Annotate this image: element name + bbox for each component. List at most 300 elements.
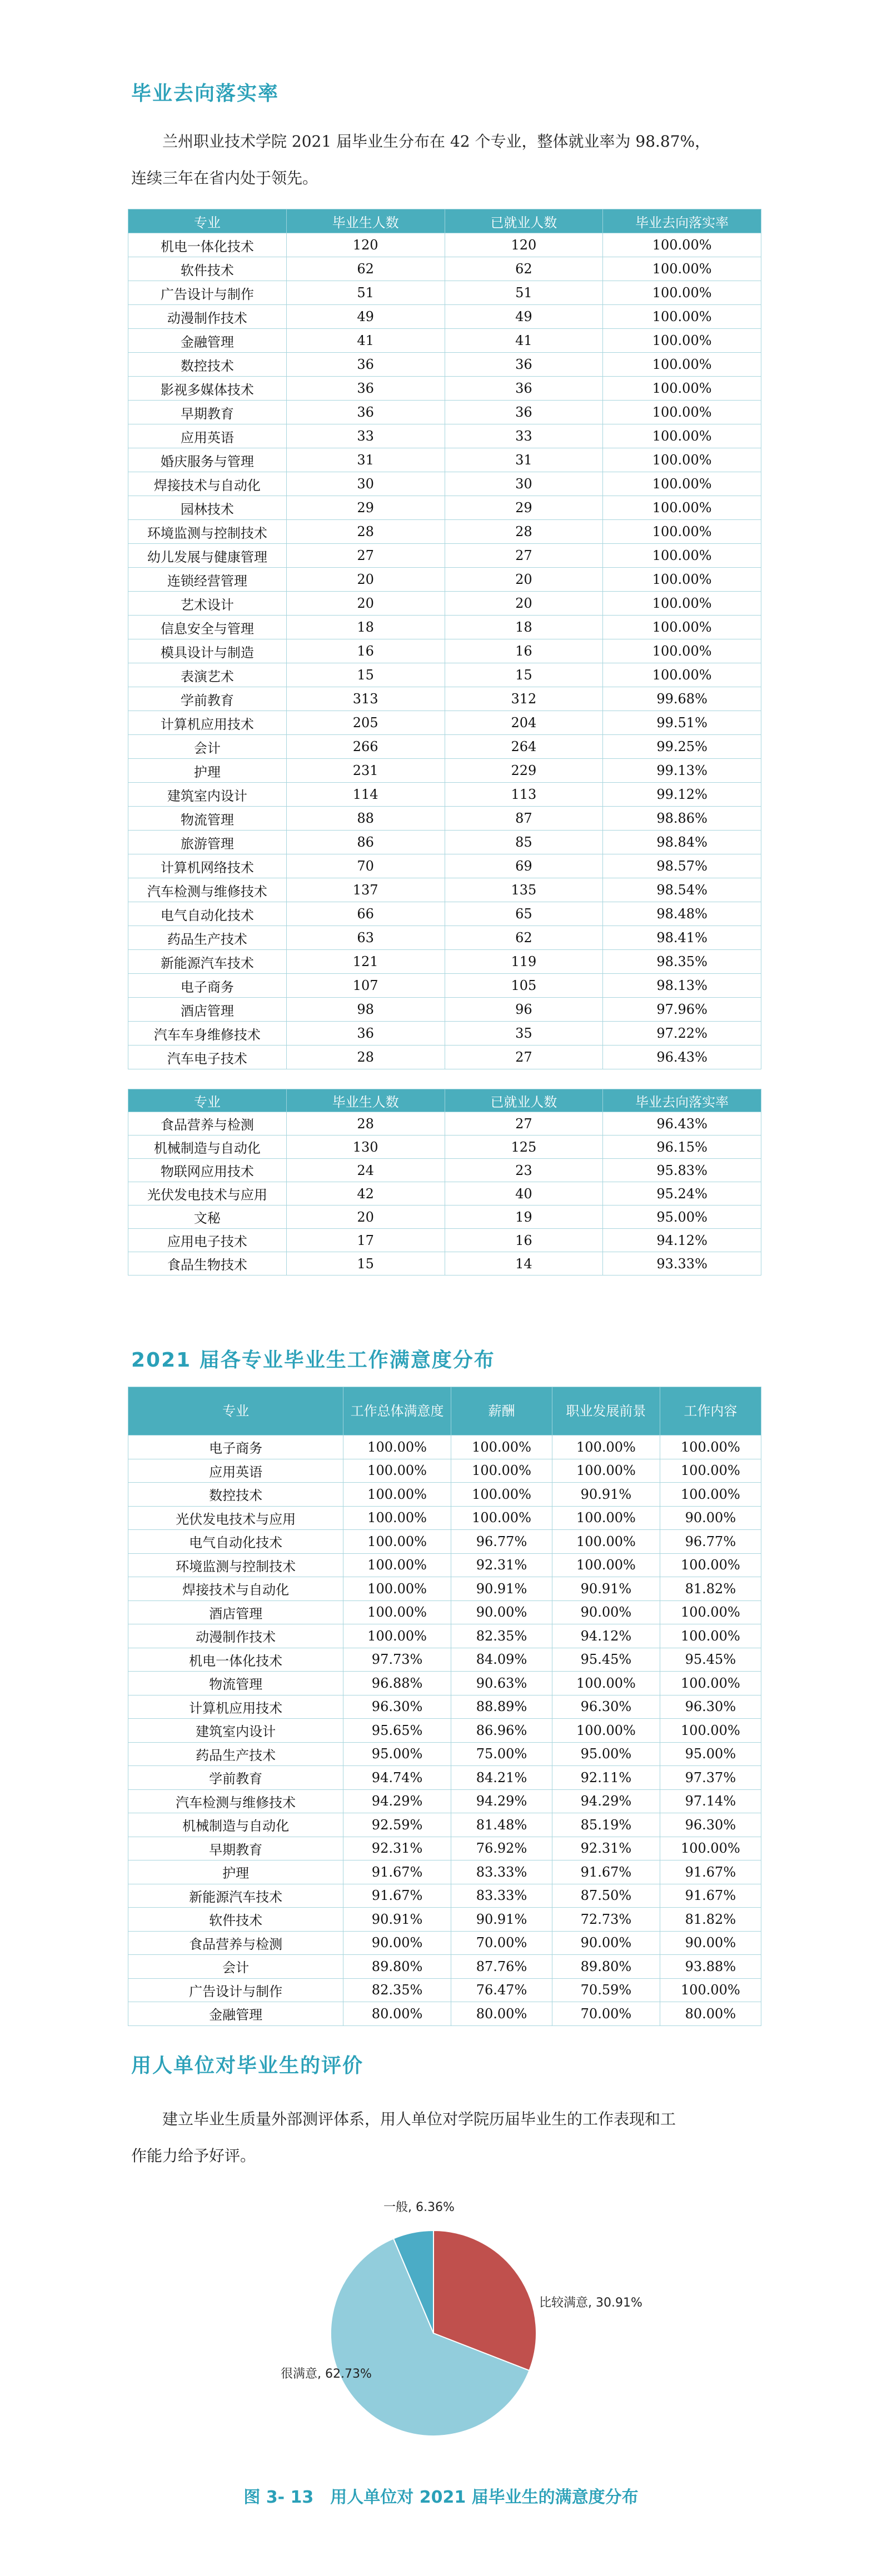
table-row xyxy=(128,1813,761,1837)
value-cell: 100.00% xyxy=(603,377,761,401)
table-row xyxy=(128,1931,761,1955)
value-cell: 121 xyxy=(286,950,445,974)
value-cell: 31 xyxy=(286,448,445,472)
value-cell: 98.86% xyxy=(603,807,761,831)
value-cell: 96 xyxy=(445,998,603,1022)
value-cell: 100.00% xyxy=(603,496,761,520)
major-name-cell: 艺术设计 xyxy=(128,592,287,616)
value-cell: 24 xyxy=(286,1159,445,1182)
value-cell: 20 xyxy=(286,568,445,592)
value-cell: 81.82% xyxy=(660,1908,761,1932)
table-row xyxy=(128,1908,761,1932)
value-cell: 205 xyxy=(286,711,445,735)
value-cell: 89.80% xyxy=(552,1955,660,1979)
value-cell: 107 xyxy=(286,974,445,998)
value-cell: 83.33% xyxy=(451,1860,552,1884)
value-cell: 91.67% xyxy=(343,1884,451,1908)
value-cell: 96.43% xyxy=(603,1046,761,1069)
value-cell: 100.00% xyxy=(603,329,761,353)
value-cell: 100.00% xyxy=(343,1435,451,1459)
value-cell: 90.00% xyxy=(451,1600,552,1624)
major-name-cell: 学前教育 xyxy=(128,687,287,711)
table-header-row xyxy=(128,1089,761,1112)
major-name-cell: 建筑室内设计 xyxy=(128,1719,343,1743)
value-cell: 90.91% xyxy=(451,1577,552,1601)
major-name-cell: 食品生物技术 xyxy=(128,1252,287,1276)
value-cell: 36 xyxy=(286,401,445,424)
value-cell: 100.00% xyxy=(451,1506,552,1530)
table-row xyxy=(128,1789,761,1813)
table-row xyxy=(128,711,761,735)
value-cell: 65 xyxy=(445,902,603,926)
major-name-cell: 焊接技术与自动化 xyxy=(128,472,287,496)
intro-paragraph-line-2: 连续三年在省内处于领先。 xyxy=(131,169,318,187)
value-cell: 41 xyxy=(445,329,603,353)
value-cell: 120 xyxy=(445,233,603,257)
major-name-cell: 会计 xyxy=(128,1955,343,1979)
major-name-cell: 机电一体化技术 xyxy=(128,1648,343,1672)
value-cell: 15 xyxy=(445,663,603,687)
value-cell: 28 xyxy=(286,1112,445,1136)
value-cell: 84.09% xyxy=(451,1648,552,1672)
value-cell: 75.00% xyxy=(451,1742,552,1766)
table-row xyxy=(128,1206,761,1229)
value-cell: 95.00% xyxy=(552,1742,660,1766)
value-cell: 264 xyxy=(445,735,603,759)
value-cell: 100.00% xyxy=(603,544,761,568)
value-cell: 98.41% xyxy=(603,926,761,950)
column-header: 毕业去向落实率 xyxy=(603,1089,761,1112)
column-header: 专业 xyxy=(128,1387,343,1435)
major-name-cell: 数控技术 xyxy=(128,1483,343,1507)
major-name-cell: 物流管理 xyxy=(128,807,287,831)
value-cell: 70.00% xyxy=(552,2002,660,2026)
value-cell: 85 xyxy=(445,831,603,854)
value-cell: 97.96% xyxy=(603,998,761,1022)
value-cell: 80.00% xyxy=(660,2002,761,2026)
pie-chart-svg xyxy=(222,2183,667,2472)
value-cell: 96.77% xyxy=(451,1530,552,1554)
value-cell: 88.89% xyxy=(451,1695,552,1719)
value-cell: 63 xyxy=(286,926,445,950)
table-row xyxy=(128,639,761,663)
placement-rate-table-continued xyxy=(128,1089,761,1276)
column-header: 工作内容 xyxy=(660,1387,761,1435)
table-row xyxy=(128,1046,761,1069)
major-name-cell: 汽车检测与维修技术 xyxy=(128,878,287,902)
value-cell: 81.82% xyxy=(660,1577,761,1601)
value-cell: 62 xyxy=(286,257,445,281)
value-cell: 20 xyxy=(445,568,603,592)
value-cell: 100.00% xyxy=(343,1624,451,1648)
table-row xyxy=(128,783,761,807)
major-name-cell: 药品生产技术 xyxy=(128,1742,343,1766)
value-cell: 99.51% xyxy=(603,711,761,735)
table-row xyxy=(128,1182,761,1206)
major-name-cell: 应用英语 xyxy=(128,1459,343,1483)
pie-data-label: 一般, 6.36% xyxy=(383,2200,455,2214)
value-cell: 33 xyxy=(445,424,603,448)
value-cell: 105 xyxy=(445,974,603,998)
value-cell: 31 xyxy=(445,448,603,472)
value-cell: 94.12% xyxy=(603,1229,761,1252)
table-row xyxy=(128,878,761,902)
value-cell: 312 xyxy=(445,687,603,711)
table-row xyxy=(128,1672,761,1695)
table-row xyxy=(128,401,761,424)
value-cell: 94.74% xyxy=(343,1766,451,1790)
value-cell: 90.91% xyxy=(552,1577,660,1601)
value-cell: 35 xyxy=(445,1022,603,1046)
evaluation-paragraph-line-2: 作能力给予好评。 xyxy=(131,2147,256,2165)
table-row xyxy=(128,353,761,377)
major-name-cell: 应用英语 xyxy=(128,424,287,448)
table-row xyxy=(128,2002,761,2026)
section-heading-satisfaction: 2021 届各专业毕业生工作满意度分布 xyxy=(131,1349,495,1372)
intro-paragraph-line-1: 兰州职业技术学院 2021 届毕业生分布在 42 个专业，整体就业率为 98.87%， xyxy=(162,132,711,151)
value-cell: 100.00% xyxy=(603,639,761,663)
placement-rate-table xyxy=(128,209,761,1069)
major-name-cell: 食品营养与检测 xyxy=(128,1931,343,1955)
table-row xyxy=(128,1577,761,1601)
column-header: 专业 xyxy=(128,209,287,233)
major-name-cell: 旅游管理 xyxy=(128,831,287,854)
column-header: 已就业人数 xyxy=(445,1089,603,1112)
value-cell: 88 xyxy=(286,807,445,831)
value-cell: 42 xyxy=(286,1182,445,1206)
value-cell: 66 xyxy=(286,902,445,926)
value-cell: 100.00% xyxy=(603,305,761,329)
major-name-cell: 护理 xyxy=(128,1860,343,1884)
table-row xyxy=(128,735,761,759)
value-cell: 62 xyxy=(445,257,603,281)
job-satisfaction-table xyxy=(128,1387,761,2026)
value-cell: 96.30% xyxy=(343,1695,451,1719)
value-cell: 100.00% xyxy=(552,1435,660,1459)
value-cell: 114 xyxy=(286,783,445,807)
value-cell: 98.48% xyxy=(603,902,761,926)
value-cell: 100.00% xyxy=(552,1506,660,1530)
value-cell: 20 xyxy=(286,592,445,616)
value-cell: 100.00% xyxy=(552,1672,660,1695)
value-cell: 95.00% xyxy=(343,1742,451,1766)
value-cell: 98.54% xyxy=(603,878,761,902)
value-cell: 90.91% xyxy=(343,1908,451,1932)
column-header: 毕业生人数 xyxy=(286,209,445,233)
table-row xyxy=(128,1459,761,1483)
value-cell: 100.00% xyxy=(343,1553,451,1577)
value-cell: 14 xyxy=(445,1252,603,1276)
value-cell: 84.21% xyxy=(451,1766,552,1790)
major-name-cell: 焊接技术与自动化 xyxy=(128,1577,343,1601)
value-cell: 229 xyxy=(445,759,603,783)
major-name-cell: 汽车电子技术 xyxy=(128,1046,287,1069)
value-cell: 36 xyxy=(286,353,445,377)
column-header: 薪酬 xyxy=(451,1387,552,1435)
value-cell: 100.00% xyxy=(552,1719,660,1743)
value-cell: 82.35% xyxy=(343,1978,451,2002)
table-row xyxy=(128,1229,761,1252)
value-cell: 49 xyxy=(286,305,445,329)
value-cell: 36 xyxy=(445,353,603,377)
major-name-cell: 连锁经营管理 xyxy=(128,568,287,592)
major-name-cell: 电气自动化技术 xyxy=(128,902,287,926)
value-cell: 80.00% xyxy=(451,2002,552,2026)
table-row xyxy=(128,807,761,831)
value-cell: 95.45% xyxy=(660,1648,761,1672)
major-name-cell: 软件技术 xyxy=(128,257,287,281)
value-cell: 100.00% xyxy=(552,1553,660,1577)
major-name-cell: 酒店管理 xyxy=(128,998,287,1022)
value-cell: 91.67% xyxy=(660,1884,761,1908)
value-cell: 100.00% xyxy=(343,1483,451,1507)
major-name-cell: 电子商务 xyxy=(128,1435,343,1459)
major-name-cell: 环境监测与控制技术 xyxy=(128,1553,343,1577)
value-cell: 29 xyxy=(286,496,445,520)
major-name-cell: 物流管理 xyxy=(128,1672,343,1695)
table-row xyxy=(128,1719,761,1743)
value-cell: 96.30% xyxy=(552,1695,660,1719)
table-row xyxy=(128,1884,761,1908)
value-cell: 96.30% xyxy=(660,1695,761,1719)
value-cell: 100.00% xyxy=(552,1530,660,1554)
table-row xyxy=(128,616,761,639)
value-cell: 92.11% xyxy=(552,1766,660,1790)
value-cell: 76.47% xyxy=(451,1978,552,2002)
value-cell: 51 xyxy=(286,281,445,305)
value-cell: 100.00% xyxy=(603,616,761,639)
value-cell: 120 xyxy=(286,233,445,257)
table-row xyxy=(128,1766,761,1790)
value-cell: 100.00% xyxy=(660,1600,761,1624)
major-name-cell: 早期教育 xyxy=(128,1837,343,1860)
table-row xyxy=(128,1435,761,1459)
value-cell: 69 xyxy=(445,854,603,878)
table-row xyxy=(128,1553,761,1577)
value-cell: 119 xyxy=(445,950,603,974)
value-cell: 27 xyxy=(286,544,445,568)
value-cell: 28 xyxy=(286,520,445,544)
value-cell: 20 xyxy=(286,1206,445,1229)
table-row xyxy=(128,1600,761,1624)
table-row xyxy=(128,1624,761,1648)
column-header: 专业 xyxy=(128,1089,287,1112)
value-cell: 94.12% xyxy=(552,1624,660,1648)
value-cell: 86 xyxy=(286,831,445,854)
value-cell: 98 xyxy=(286,998,445,1022)
value-cell: 92.31% xyxy=(552,1837,660,1860)
major-name-cell: 汽车检测与维修技术 xyxy=(128,1789,343,1813)
major-name-cell: 计算机应用技术 xyxy=(128,1695,343,1719)
value-cell: 95.00% xyxy=(660,1742,761,1766)
value-cell: 100.00% xyxy=(660,1483,761,1507)
value-cell: 20 xyxy=(445,592,603,616)
major-name-cell: 药品生产技术 xyxy=(128,926,287,950)
value-cell: 95.83% xyxy=(603,1159,761,1182)
value-cell: 135 xyxy=(445,878,603,902)
value-cell: 90.00% xyxy=(552,1931,660,1955)
value-cell: 125 xyxy=(445,1136,603,1159)
table-row xyxy=(128,1860,761,1884)
major-name-cell: 动漫制作技术 xyxy=(128,305,287,329)
major-name-cell: 电气自动化技术 xyxy=(128,1530,343,1554)
value-cell: 90.00% xyxy=(552,1600,660,1624)
major-name-cell: 文秘 xyxy=(128,1206,287,1229)
value-cell: 100.00% xyxy=(603,592,761,616)
value-cell: 41 xyxy=(286,329,445,353)
value-cell: 100.00% xyxy=(603,257,761,281)
value-cell: 29 xyxy=(445,496,603,520)
value-cell: 90.00% xyxy=(660,1931,761,1955)
major-name-cell: 环境监测与控制技术 xyxy=(128,520,287,544)
value-cell: 100.00% xyxy=(343,1530,451,1554)
table-row xyxy=(128,520,761,544)
value-cell: 100.00% xyxy=(660,1624,761,1648)
value-cell: 99.25% xyxy=(603,735,761,759)
value-cell: 28 xyxy=(445,520,603,544)
value-cell: 100.00% xyxy=(343,1577,451,1601)
table-row xyxy=(128,902,761,926)
value-cell: 96.30% xyxy=(660,1813,761,1837)
major-name-cell: 汽车车身维修技术 xyxy=(128,1022,287,1046)
value-cell: 91.67% xyxy=(660,1860,761,1884)
value-cell: 95.00% xyxy=(603,1206,761,1229)
table-row xyxy=(128,424,761,448)
table-row xyxy=(128,1837,761,1860)
major-name-cell: 新能源汽车技术 xyxy=(128,1884,343,1908)
value-cell: 94.29% xyxy=(343,1789,451,1813)
table-row xyxy=(128,1695,761,1719)
column-header: 毕业去向落实率 xyxy=(603,209,761,233)
value-cell: 18 xyxy=(445,616,603,639)
table-row xyxy=(128,377,761,401)
value-cell: 28 xyxy=(286,1046,445,1069)
value-cell: 97.14% xyxy=(660,1789,761,1813)
table-row xyxy=(128,1483,761,1507)
value-cell: 17 xyxy=(286,1229,445,1252)
value-cell: 33 xyxy=(286,424,445,448)
value-cell: 87.76% xyxy=(451,1955,552,1979)
table-row xyxy=(128,1506,761,1530)
value-cell: 70.59% xyxy=(552,1978,660,2002)
value-cell: 99.13% xyxy=(603,759,761,783)
value-cell: 81.48% xyxy=(451,1813,552,1837)
value-cell: 100.00% xyxy=(603,520,761,544)
value-cell: 94.29% xyxy=(552,1789,660,1813)
value-cell: 76.92% xyxy=(451,1837,552,1860)
table-row xyxy=(128,831,761,854)
column-header: 毕业生人数 xyxy=(286,1089,445,1112)
value-cell: 16 xyxy=(445,1229,603,1252)
table-row xyxy=(128,854,761,878)
major-name-cell: 电子商务 xyxy=(128,974,287,998)
table-header-row xyxy=(128,1387,761,1435)
major-name-cell: 金融管理 xyxy=(128,2002,343,2026)
value-cell: 90.63% xyxy=(451,1672,552,1695)
value-cell: 94.29% xyxy=(451,1789,552,1813)
table-row xyxy=(128,448,761,472)
major-name-cell: 婚庆服务与管理 xyxy=(128,448,287,472)
value-cell: 18 xyxy=(286,616,445,639)
major-name-cell: 光伏发电技术与应用 xyxy=(128,1182,287,1206)
major-name-cell: 幼儿发展与健康管理 xyxy=(128,544,287,568)
major-name-cell: 应用电子技术 xyxy=(128,1229,287,1252)
value-cell: 100.00% xyxy=(451,1435,552,1459)
value-cell: 93.33% xyxy=(603,1252,761,1276)
pie-data-label: 很满意, 62.73% xyxy=(281,2367,372,2381)
table-row xyxy=(128,1742,761,1766)
value-cell: 99.12% xyxy=(603,783,761,807)
table-header-row xyxy=(128,209,761,233)
value-cell: 100.00% xyxy=(451,1483,552,1507)
value-cell: 82.35% xyxy=(451,1624,552,1648)
value-cell: 95.65% xyxy=(343,1719,451,1743)
major-name-cell: 学前教育 xyxy=(128,1766,343,1790)
value-cell: 85.19% xyxy=(552,1813,660,1837)
value-cell: 36 xyxy=(286,377,445,401)
major-name-cell: 机械制造与自动化 xyxy=(128,1813,343,1837)
value-cell: 100.00% xyxy=(343,1600,451,1624)
value-cell: 40 xyxy=(445,1182,603,1206)
value-cell: 15 xyxy=(286,663,445,687)
section-heading-employer-evaluation: 用人单位对毕业生的评价 xyxy=(131,2054,364,2077)
value-cell: 80.00% xyxy=(343,2002,451,2026)
value-cell: 36 xyxy=(286,1022,445,1046)
table-row xyxy=(128,1136,761,1159)
table-row xyxy=(128,496,761,520)
value-cell: 36 xyxy=(445,377,603,401)
value-cell: 100.00% xyxy=(603,472,761,496)
table-row xyxy=(128,233,761,257)
value-cell: 100.00% xyxy=(660,1435,761,1459)
value-cell: 100.00% xyxy=(660,1719,761,1743)
major-name-cell: 光伏发电技术与应用 xyxy=(128,1506,343,1530)
value-cell: 86.96% xyxy=(451,1719,552,1743)
value-cell: 100.00% xyxy=(451,1459,552,1483)
major-name-cell: 新能源汽车技术 xyxy=(128,950,287,974)
value-cell: 100.00% xyxy=(660,1553,761,1577)
major-name-cell: 金融管理 xyxy=(128,329,287,353)
value-cell: 113 xyxy=(445,783,603,807)
table-row xyxy=(128,568,761,592)
value-cell: 97.73% xyxy=(343,1648,451,1672)
value-cell: 99.68% xyxy=(603,687,761,711)
table-row xyxy=(128,257,761,281)
value-cell: 313 xyxy=(286,687,445,711)
major-name-cell: 信息安全与管理 xyxy=(128,616,287,639)
value-cell: 95.45% xyxy=(552,1648,660,1672)
table-row xyxy=(128,305,761,329)
table-row xyxy=(128,687,761,711)
value-cell: 98.84% xyxy=(603,831,761,854)
value-cell: 27 xyxy=(445,544,603,568)
value-cell: 96.88% xyxy=(343,1672,451,1695)
value-cell: 30 xyxy=(445,472,603,496)
value-cell: 27 xyxy=(445,1046,603,1069)
pie-data-label: 比较满意, 30.91% xyxy=(539,2296,642,2310)
value-cell: 100.00% xyxy=(603,233,761,257)
value-cell: 100.00% xyxy=(603,568,761,592)
value-cell: 98.57% xyxy=(603,854,761,878)
table-row xyxy=(128,544,761,568)
employer-satisfaction-pie-chart xyxy=(222,2183,667,2472)
value-cell: 93.88% xyxy=(660,1955,761,1979)
major-name-cell: 广告设计与制作 xyxy=(128,281,287,305)
value-cell: 100.00% xyxy=(343,1459,451,1483)
value-cell: 100.00% xyxy=(660,1672,761,1695)
value-cell: 36 xyxy=(445,401,603,424)
major-name-cell: 动漫制作技术 xyxy=(128,1624,343,1648)
